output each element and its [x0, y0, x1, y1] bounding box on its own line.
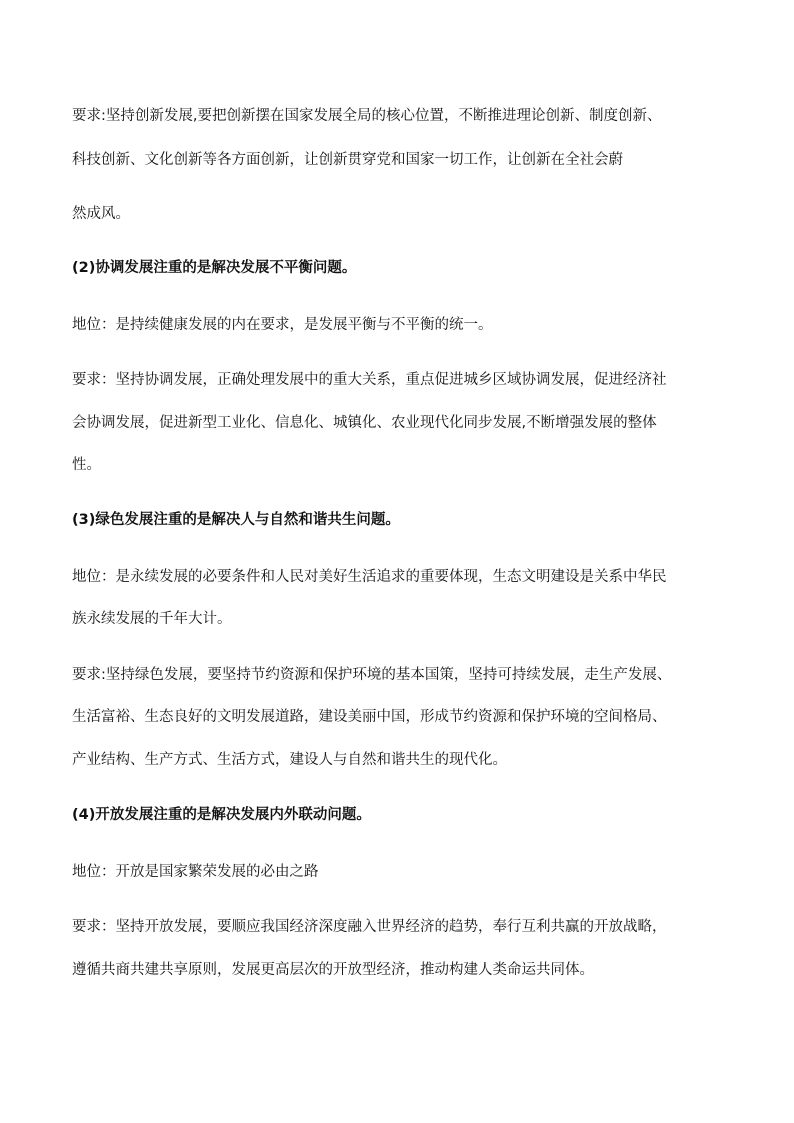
innovation-requirement-line-3: 然成风。 — [72, 206, 130, 222]
green-status-line-1: 地位：是永续发展的必要条件和人民对美好生活追求的重要体现，生态文明建设是关系中华民 — [72, 569, 667, 585]
green-requirement-line-3: 产业结构、生产方式、生活方式，建设人与自然和谐共生的现代化。 — [72, 752, 507, 768]
coordinated-requirement-line-2: 会协调发展，促进新型工业化、信息化、城镇化、农业现代化同步发展,不断增强发展的整体 — [72, 415, 657, 431]
coordinated-development-heading: (2)协调发展注重的是解决发展不平衡问题。 — [72, 260, 357, 276]
green-requirement-line-1: 要求:坚持绿色发展，要坚持节约资源和保护环境的基本国策，坚持可持续发展，走生产发展、 — [72, 667, 672, 683]
open-status-line-1: 地位：开放是国家繁荣发展的必由之路 — [72, 864, 319, 880]
open-requirement-line-2: 遵循共商共建共享原则，发展更高层次的开放型经济，推动构建人类命运共同体。 — [72, 962, 594, 978]
innovation-requirement-line-2: 科技创新、文化创新等各方面创新，让创新贯穿党和国家一切工作，让创新在全社会蔚 — [72, 152, 623, 168]
green-requirement-line-2: 生活富裕、生态良好的文明发展道路，建设美丽中国，形成节约资源和保护环境的空间格局、 — [72, 709, 667, 725]
coordinated-requirement-line-3: 性。 — [72, 457, 101, 473]
open-requirement-line-1: 要求：坚持开放发展，要顺应我国经济深度融入世界经济的趋势，奉行互利共赢的开放战略， — [72, 919, 667, 935]
coordinated-requirement-line-1: 要求：坚持协调发展，正确处理发展中的重大关系，重点促进城乡区域协调发展，促进经济社 — [72, 372, 667, 388]
green-development-heading: (3)绿色发展注重的是解决人与自然和谐共生问题。 — [72, 512, 400, 528]
open-development-heading: (4)开放发展注重的是解决发展内外联动问题。 — [72, 807, 371, 823]
innovation-requirement-line-1: 要求:坚持创新发展,要把创新摆在国家发展全局的核心位置，不断推进理论创新、制度创新、 — [72, 108, 662, 124]
coordinated-status-line-1: 地位：是持续健康发展的内在要求，是发展平衡与不平衡的统一。 — [72, 317, 493, 333]
green-status-line-2: 族永续发展的千年大计。 — [72, 611, 232, 627]
